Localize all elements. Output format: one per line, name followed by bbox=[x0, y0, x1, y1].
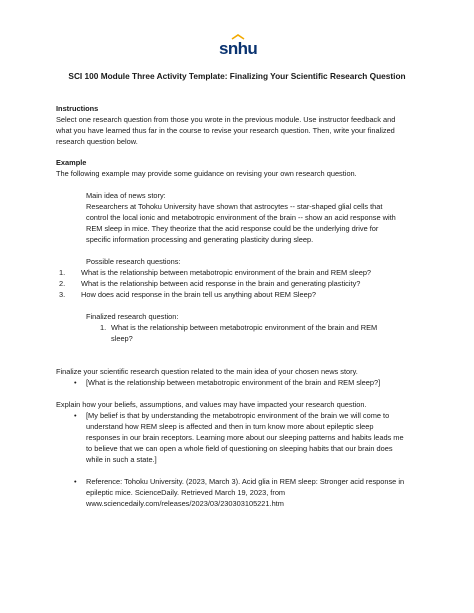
bullet: • bbox=[74, 411, 77, 420]
list-number: 1. bbox=[59, 268, 66, 277]
beliefs-answer-line: responses in our brain receptors. Learning more about our sleeping patterns and habits leads me bbox=[86, 433, 404, 442]
list-number: 3. bbox=[59, 290, 66, 299]
news-line: control the local ionic and metabotropic environment of the brain -- show an acid response with bbox=[86, 213, 396, 222]
beliefs-answer-line: understand how REM sleep is affected and then in turn know more about epileptic sleep bbox=[86, 422, 374, 431]
instructions-heading: Instructions bbox=[56, 104, 99, 113]
instructions-line: Select one research question from those you wrote in the previous module. Use instructor feedback and bbox=[56, 115, 396, 124]
finalized-label: Finalized research question: bbox=[86, 312, 179, 321]
beliefs-answer-line: [My belief is that by understanding the metabotropic environment of the brain we will come to bbox=[86, 411, 390, 420]
news-line: REM sleep in mice. They theorize that the acid response could be the underlying drive for bbox=[86, 224, 379, 233]
beliefs-prompt: Explain how your beliefs, assumptions, and values may have impacted your research question. bbox=[56, 400, 367, 409]
finalize-prompt: Finalize your scientific research question related to the main idea of your chosen news story. bbox=[56, 367, 358, 376]
list-number: 2. bbox=[59, 279, 66, 288]
possible-question: What is the relationship between acid response in the brain and generating plasticity? bbox=[81, 279, 361, 288]
possible-question: How does acid response in the brain tell us anything about REM Sleep? bbox=[81, 290, 316, 299]
instructions-line: research question below. bbox=[56, 137, 138, 146]
news-line: specific information processing and generating plasticity during sleep. bbox=[86, 235, 314, 244]
snhu-logo bbox=[219, 34, 258, 60]
example-intro: The following example may provide some guidance on revising your own research question. bbox=[56, 169, 357, 178]
instructions-line: what you have learned thus far in the course to revise your research question. Then, write your finalized bbox=[56, 126, 395, 135]
list-number: 1. bbox=[100, 323, 107, 332]
reference-line: www.sciencedaily.com/releases/2023/03/230303105221.htm bbox=[86, 499, 284, 508]
finalize-answer: [What is the relationship between metabotropic environment of the brain and REM sleep?] bbox=[86, 378, 381, 387]
example-heading: Example bbox=[56, 158, 87, 167]
reference-line: epileptic mice. ScienceDaily. Retrieved March 19, 2023, from bbox=[86, 488, 286, 497]
logo-text: snhu bbox=[219, 39, 258, 58]
news-label: Main idea of news story: bbox=[86, 191, 166, 200]
reference-line: Reference: Tohoku University. (2023, March 3). Acid glia in REM sleep: Stronger acid response in bbox=[86, 477, 405, 486]
page-title: SCI 100 Module Three Activity Template: Finalizing Your Scientific Research Question bbox=[68, 71, 406, 81]
beliefs-answer-line: while in such a state.] bbox=[86, 455, 157, 464]
finalized-question: What is the relationship between metabotropic environment of the brain and REM bbox=[111, 323, 378, 332]
possible-question: What is the relationship between metabotropic environment of the brain and REM sleep? bbox=[81, 268, 372, 277]
beliefs-answer-line: to believe that we can open a whole field of questioning on sleeping habits that our brain does bbox=[86, 444, 393, 453]
news-line: Researchers at Tohoku University have shown that astrocytes -- star-shaped glial cells that bbox=[86, 202, 383, 211]
bullet: • bbox=[74, 378, 77, 387]
possible-label: Possible research questions: bbox=[86, 257, 181, 266]
bullet: • bbox=[74, 477, 77, 486]
finalized-question: sleep? bbox=[111, 334, 133, 343]
